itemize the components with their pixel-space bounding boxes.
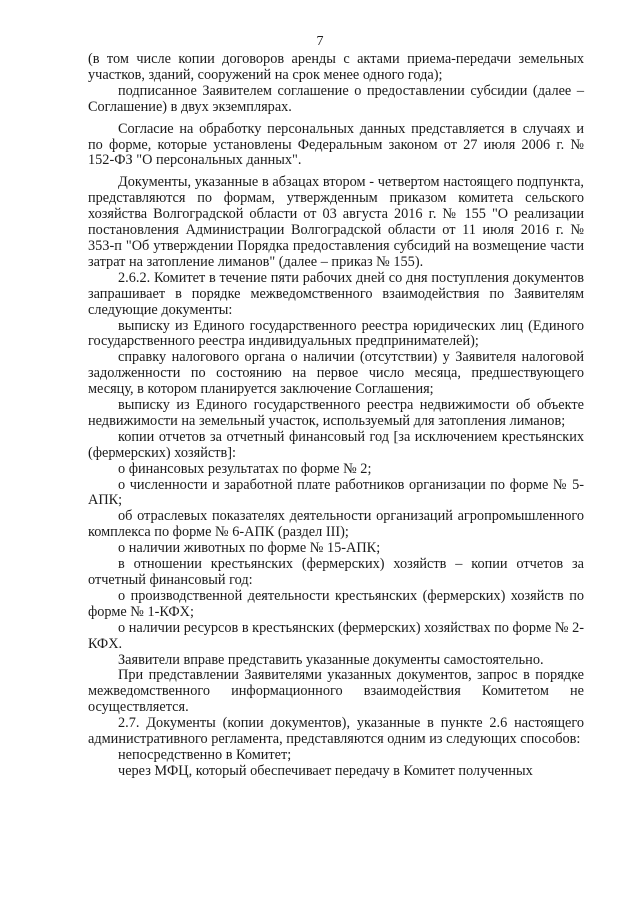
paragraph: копии отчетов за отчетный финансовый год [за исключением крестьянских (фермерских) хозяйств]: — [88, 428, 584, 461]
paragraph: справку налогового органа о наличии (отсутствии) у Заявителя налоговой задолженности по состоянию на первое число месяца, предшествующего месяцу, в котором планируется заключение Соглашения; — [88, 349, 584, 398]
paragraph: (в том числе копии договоров аренды с актами приема-передачи земельных участков, зданий, сооружений на срок менее одного года); — [88, 51, 584, 83]
paragraph: Документы, указанные в абзацах втором - четвертом настоящего подпункта, представляются по формам, утвержденным приказом комитета сельского хозяйства Волгоградской области от 03 августа 2016 г. № 155 "О реализации постановления Администрации Волгоградской области от 11 июля 2016 г. № 353-п "Об утверждении Порядка предоставления субсидий на возмещение части затрат на затопление лиманов" (далее – приказ № 155). — [88, 174, 584, 270]
paragraph: об отраслевых показателях деятельности организаций агропромышленного комплекса по форме № 6-АПК (раздел III); — [88, 508, 584, 541]
paragraph: о наличии ресурсов в крестьянских (фермерских) хозяйствах по форме № 2-КФХ. — [88, 619, 584, 652]
paragraph: 2.6.2. Комитет в течение пяти рабочих дней со дня поступления документов запрашивает в порядке межведомственного взаимодействия по Заявителям следующие документы: — [88, 269, 584, 318]
paragraph: 2.7. Документы (копии документов), указанные в пункте 2.6 настоящего административного регламента, представляются одним из следующих способов: — [88, 715, 584, 748]
paragraph: При представлении Заявителями указанных документов, запрос в порядке межведомственного информационного взаимодействия Комитетом не осуществляется. — [88, 667, 584, 716]
paragraph: Согласие на обработку персональных данных представляется в случаях и по форме, которые установлены Федеральным законом от 27 июля 2006 г. № 152-ФЗ "О персональных данных". — [88, 120, 584, 169]
paragraph: о финансовых результатах по форме № 2; — [118, 460, 372, 477]
page-number: 7 — [316, 34, 324, 49]
paragraph: выписку из Единого государственного реестра юридических лиц (Единого государственного реестра индивидуальных предпринимателей); — [88, 317, 584, 350]
paragraph: выписку из Единого государственного реестра недвижимости об объекте недвижимости на земельный участок, используемый для затопления лиманов; — [88, 397, 584, 429]
paragraph: подписанное Заявителем соглашение о предоставлении субсидии (далее – Соглашение) в двух экземплярах. — [88, 82, 584, 115]
paragraph: непосредственно в Комитет; — [118, 746, 292, 763]
paragraph: через МФЦ, который обеспечивает передачу в Комитет полученных — [118, 762, 533, 779]
paragraph: в отношении крестьянских (фермерских) хозяйств – копии отчетов за отчетный финансовый год: — [88, 556, 584, 588]
document-body — [88, 52, 584, 780]
paragraph: Заявители вправе представить указанные документы самостоятельно. — [118, 651, 544, 668]
paragraph: о наличии животных по форме № 15-АПК; — [118, 540, 381, 557]
paragraph: о производственной деятельности крестьянских (фермерских) хозяйств по форме № 1-КФХ; — [88, 587, 584, 620]
paragraph: о численности и заработной плате работников организации по форме № 5-АПК; — [88, 476, 584, 509]
